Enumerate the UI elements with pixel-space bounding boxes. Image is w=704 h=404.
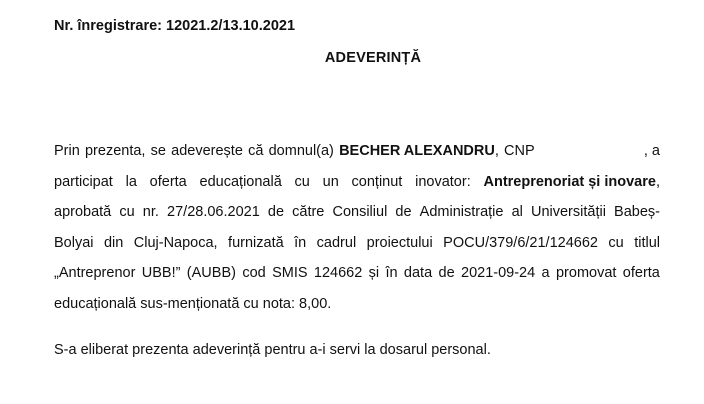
- word: cu: [119, 204, 135, 220]
- word: aprobată: [54, 204, 112, 220]
- word: și: [368, 265, 380, 281]
- word: adeverește: [171, 143, 243, 159]
- closing-statement: S-a eliberat prezenta adeverință pentru a-i servi la dosarul personal.: [54, 342, 491, 358]
- word: se: [150, 143, 166, 159]
- word: (AUBB): [186, 265, 236, 281]
- paragraph-line-6: [54, 289, 660, 320]
- word: cadrul: [316, 234, 357, 251]
- word: UBB!”: [141, 265, 181, 281]
- cnp-group: [504, 136, 639, 167]
- paragraph-line-1: [54, 136, 660, 167]
- word: de: [267, 204, 285, 220]
- word: de: [395, 204, 412, 220]
- course-group: [484, 167, 660, 198]
- word: oferta: [149, 173, 187, 190]
- paragraph-line-5: [54, 258, 660, 289]
- word: nr.: [142, 204, 159, 220]
- word: SMIS: [272, 265, 308, 281]
- word: 124662: [313, 265, 363, 281]
- word: de: [438, 265, 455, 281]
- word: ,: [655, 173, 660, 190]
- word: domnul(a): [268, 143, 334, 159]
- word: din: [103, 234, 124, 251]
- word: educațională: [199, 173, 282, 190]
- course-name: Antreprenoriat și inovare: [483, 173, 656, 190]
- word: că: [248, 143, 264, 159]
- word: ,: [494, 143, 499, 159]
- word: în: [385, 265, 398, 281]
- word: Administrație: [419, 204, 504, 220]
- certificate-paragraph: [54, 136, 660, 319]
- word: conținut: [351, 173, 403, 190]
- word: Babeș-: [614, 204, 660, 220]
- word: cod: [242, 265, 266, 281]
- word: 27/28.06.2021: [167, 204, 260, 220]
- document-title: [0, 50, 704, 66]
- word: Prin: [54, 143, 80, 159]
- word: cu: [294, 173, 310, 190]
- word: Consiliul: [332, 204, 388, 220]
- paragraph-final-line: educațională sus-menționată cu nota: 8,00.: [54, 295, 332, 312]
- registration-number: Nr. înregistrare: 12021.2/13.10.2021: [54, 18, 296, 34]
- person-name: BECHER ALEXANDRU: [339, 143, 495, 159]
- word: promovat: [555, 265, 617, 281]
- word: 2021-09-24: [461, 265, 536, 281]
- word: în: [294, 234, 307, 251]
- person-name-group: [339, 136, 499, 167]
- paragraph-line-4: [54, 228, 660, 259]
- word: proiectului: [366, 234, 433, 251]
- word: la: [125, 173, 137, 190]
- word: prezenta,: [84, 143, 146, 159]
- word: un: [322, 173, 339, 190]
- word: oferta: [622, 265, 660, 281]
- paragraph-line-3: [54, 197, 660, 228]
- word: titlul: [634, 234, 660, 251]
- word: inovator:: [415, 173, 471, 190]
- document-title-text: ADEVERINȚĂ: [324, 50, 422, 66]
- word: „Antreprenor: [54, 265, 136, 281]
- word: Bolyai: [54, 234, 94, 251]
- cnp-label: CNP: [504, 143, 535, 159]
- word: cu: [608, 234, 624, 251]
- word: al: [511, 204, 523, 220]
- paragraph-line-2: [54, 167, 660, 198]
- word: POCU/379/6/21/124662: [443, 234, 598, 251]
- word: participat: [54, 173, 113, 190]
- word: Cluj-Napoca,: [133, 234, 218, 251]
- word: a: [541, 265, 550, 281]
- word: data: [403, 265, 433, 281]
- word: furnizată: [228, 234, 284, 251]
- word: către: [292, 204, 325, 220]
- word: , a: [643, 143, 660, 159]
- word: Universității: [530, 204, 606, 220]
